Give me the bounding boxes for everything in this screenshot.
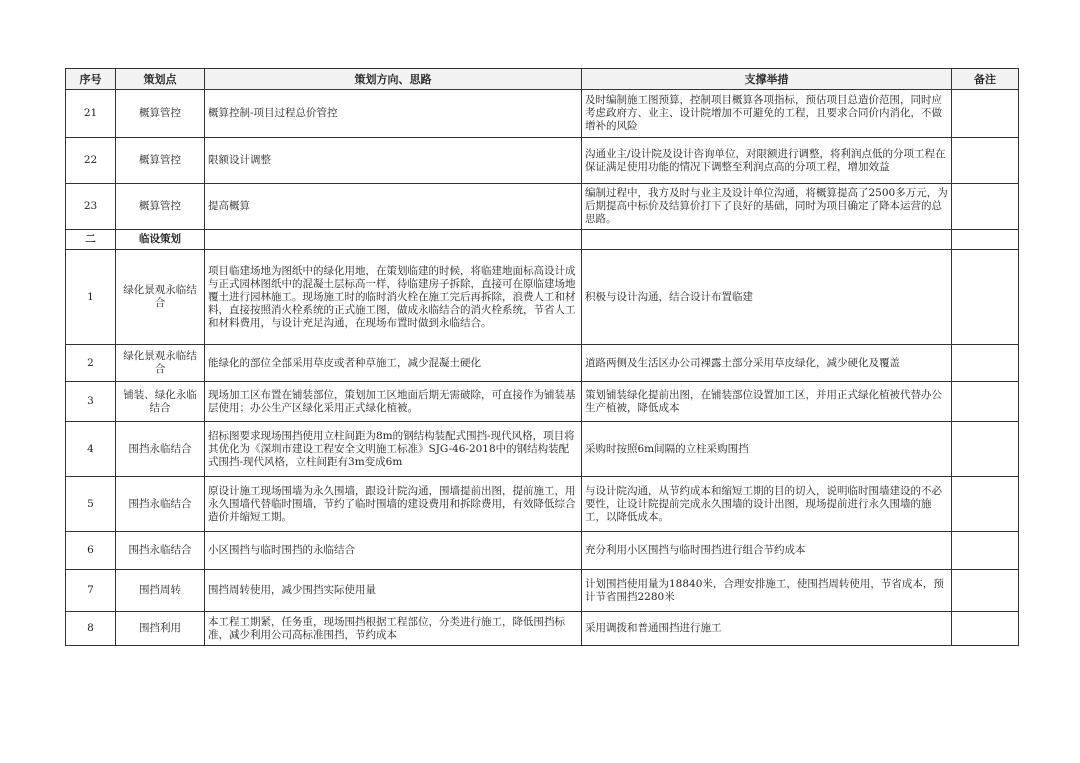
row-direction: 本工程工期紧，任务重，现场围挡根据工程部位，分类进行施工，降低围挡标准，减少利用公司高标准围挡，节约成本 bbox=[205, 612, 582, 646]
row-point: 围挡永临结合 bbox=[116, 532, 205, 570]
row-direction: 招标图要求现场围挡使用立柱间距为8m的钢结构装配式围挡-现代风格，项目将其优化为《深圳市建设工程安全文明施工标准》SJG-46-2018中的钢结构装配式围挡-现代风格，立柱间距有3m变成6m bbox=[205, 422, 582, 477]
table-row bbox=[66, 477, 1019, 532]
empty-cell bbox=[205, 230, 582, 250]
row-measures: 采购时按照6m间隔的立柱采购围挡 bbox=[582, 422, 952, 477]
row-note bbox=[952, 422, 1019, 477]
row-note bbox=[952, 382, 1019, 422]
row-direction: 能绿化的部位全部采用草皮或者种草施工，减少混凝土硬化 bbox=[205, 345, 582, 382]
section-title: 临设策划 bbox=[116, 230, 205, 250]
row-note bbox=[952, 477, 1019, 532]
header-direction: 策划方向、思路 bbox=[205, 69, 582, 90]
row-measures: 沟通业主/设计院及设计咨询单位，对限额进行调整，将利润点低的分项工程在保证满足使用功能的情况下调整至利润点高的分项工程，增加效益 bbox=[582, 138, 952, 184]
row-no: 1 bbox=[66, 250, 116, 345]
row-measures: 道路两侧及生活区办公司裸露土部分采用草皮绿化，减少硬化及覆盖 bbox=[582, 345, 952, 382]
row-no: 23 bbox=[66, 184, 116, 230]
row-note bbox=[952, 532, 1019, 570]
row-no: 22 bbox=[66, 138, 116, 184]
row-no: 3 bbox=[66, 382, 116, 422]
row-note bbox=[952, 138, 1019, 184]
plan-table-sheet bbox=[65, 68, 1018, 646]
row-note bbox=[952, 184, 1019, 230]
table-row bbox=[66, 345, 1019, 382]
table-row bbox=[66, 250, 1019, 345]
row-measures: 充分利用小区围挡与临时围挡进行组合节约成本 bbox=[582, 532, 952, 570]
row-direction: 围挡周转使用，减少围挡实际使用量 bbox=[205, 570, 582, 612]
row-point: 绿化景观永临结合 bbox=[116, 345, 205, 382]
table-row bbox=[66, 532, 1019, 570]
header-no: 序号 bbox=[66, 69, 116, 90]
row-note bbox=[952, 250, 1019, 345]
row-measures: 采用调拨和普通围挡进行施工 bbox=[582, 612, 952, 646]
row-no: 5 bbox=[66, 477, 116, 532]
table-row bbox=[66, 90, 1019, 138]
row-direction: 限额设计调整 bbox=[205, 138, 582, 184]
row-point: 概算管控 bbox=[116, 138, 205, 184]
table-row bbox=[66, 138, 1019, 184]
row-direction: 小区围挡与临时围挡的永临结合 bbox=[205, 532, 582, 570]
row-point: 围挡利用 bbox=[116, 612, 205, 646]
header-note: 备注 bbox=[952, 69, 1019, 90]
row-point: 围挡永临结合 bbox=[116, 422, 205, 477]
table-row bbox=[66, 184, 1019, 230]
row-measures: 与设计院沟通，从节约成本和缩短工期的目的切入，说明临时围墙建设的不必要性，让设计院提前完成永久围墙的设计出图，现场提前进行永久围墙的施工，以降低成本。 bbox=[582, 477, 952, 532]
row-direction: 原设计施工现场围墙为永久围墙，跟设计院沟通，围墙提前出图，提前施工，用永久围墙代替临时围墙，节约了临时围墙的建设费用和拆除费用，有效降低综合造价并缩短工期。 bbox=[205, 477, 582, 532]
plan-table bbox=[65, 68, 1019, 646]
row-point: 概算管控 bbox=[116, 90, 205, 138]
row-point: 铺装、绿化永临结合 bbox=[116, 382, 205, 422]
empty-cell bbox=[952, 230, 1019, 250]
row-no: 4 bbox=[66, 422, 116, 477]
row-point: 概算管控 bbox=[116, 184, 205, 230]
row-note bbox=[952, 570, 1019, 612]
row-point: 围挡周转 bbox=[116, 570, 205, 612]
row-no: 7 bbox=[66, 570, 116, 612]
table-row bbox=[66, 382, 1019, 422]
row-no: 2 bbox=[66, 345, 116, 382]
table-row bbox=[66, 422, 1019, 477]
row-note bbox=[952, 345, 1019, 382]
table-row bbox=[66, 570, 1019, 612]
row-measures: 计划围挡使用量为18840米，合理安排施工，使围挡周转使用，节省成本，预计节省围挡2280米 bbox=[582, 570, 952, 612]
row-direction: 现场加工区布置在铺装部位，策划加工区地面后期无需破除，可直接作为铺装基层使用；办公生产区绿化采用正式绿化植被。 bbox=[205, 382, 582, 422]
row-direction: 概算控制-项目过程总价管控 bbox=[205, 90, 582, 138]
row-no: 21 bbox=[66, 90, 116, 138]
row-point: 围挡永临结合 bbox=[116, 477, 205, 532]
section-row bbox=[66, 230, 1019, 250]
row-measures: 策划铺装绿化提前出图，在铺装部位设置加工区，并用正式绿化植被代替办公生产植被，降低成本 bbox=[582, 382, 952, 422]
row-measures: 积极与设计沟通，结合设计布置临建 bbox=[582, 250, 952, 345]
row-direction: 提高概算 bbox=[205, 184, 582, 230]
table-row bbox=[66, 612, 1019, 646]
row-no: 8 bbox=[66, 612, 116, 646]
table-header-row bbox=[66, 69, 1019, 90]
row-note bbox=[952, 612, 1019, 646]
header-measures: 支撑举措 bbox=[582, 69, 952, 90]
row-no: 6 bbox=[66, 532, 116, 570]
row-measures: 及时编制施工图预算，控制项目概算各项指标，预估项目总造价范围，同时应考虑政府方、业主、设计院增加不可避免的工程，且要求合同价内消化，不做增补的风险 bbox=[582, 90, 952, 138]
row-measures: 编制过程中，我方及时与业主及设计单位沟通，将概算提高了2500多万元，为后期提高中标价及结算价打下了良好的基础，同时为项目确定了降本运营的总思路。 bbox=[582, 184, 952, 230]
empty-cell bbox=[582, 230, 952, 250]
row-point: 绿化景观永临结合 bbox=[116, 250, 205, 345]
row-direction: 项目临建场地为图纸中的绿化用地，在策划临建的时候，将临建地面标高设计成与正式园林图纸中的混凝土层标高一样，待临建房子拆除，直接可在原临建场地覆土进行园林施工。现场施工时的临时消火栓在施工完后再拆除，浪费人工和材料，直接按照消火栓系统的正式施工图，做成永临结合的消火栓系统，节省人工和材料费用，与设计充足沟通，在现场布置时做到永临结合。 bbox=[205, 250, 582, 345]
header-point: 策划点 bbox=[116, 69, 205, 90]
row-note bbox=[952, 90, 1019, 138]
section-no: 二 bbox=[66, 230, 116, 250]
